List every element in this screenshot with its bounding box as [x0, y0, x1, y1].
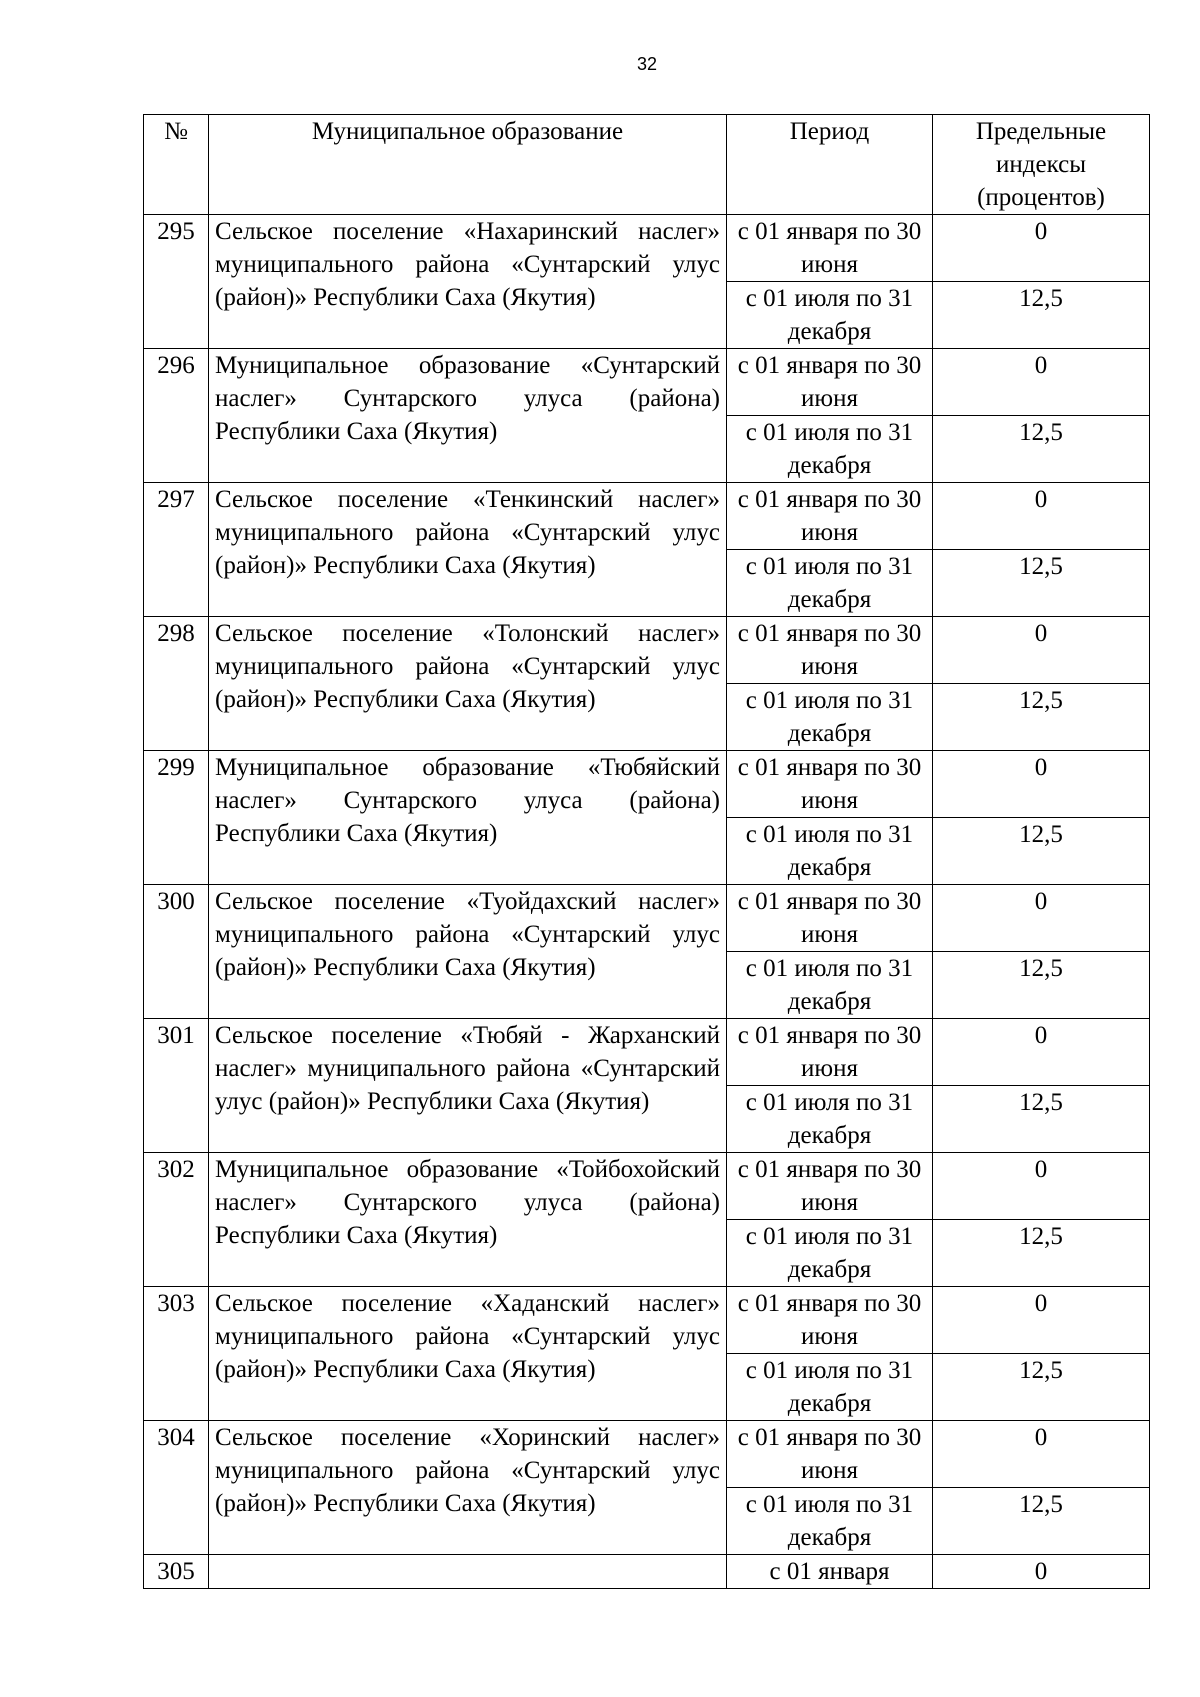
period-cell: с 01 июля по 31 декабря — [727, 416, 933, 483]
period-cell: с 01 июля по 31 декабря — [727, 1354, 933, 1421]
row-number: 303 — [144, 1287, 209, 1421]
index-cell: 0 — [933, 751, 1150, 818]
index-cell: 12,5 — [933, 1086, 1150, 1153]
header-index: Предельные индексы (процентов) — [933, 115, 1150, 215]
table-row — [144, 349, 1150, 416]
page-number: 32 — [636, 54, 658, 74]
header-number: № — [144, 115, 209, 215]
index-cell: 0 — [933, 1421, 1150, 1488]
municipality-name: Муниципальное образование «Тойбохойский наслег» Сунтарского улуса (района) Республики Саха (Якутия) — [209, 1153, 727, 1287]
period-cell: с 01 июля по 31 декабря — [727, 550, 933, 617]
period-cell: с 01 июля по 31 декабря — [727, 1488, 933, 1555]
table-header-row — [144, 115, 1150, 215]
period-cell: с 01 января по 30 июня — [727, 1421, 933, 1488]
index-cell: 0 — [933, 885, 1150, 952]
index-cell: 0 — [933, 215, 1150, 282]
table-row — [144, 751, 1150, 818]
row-number: 297 — [144, 483, 209, 617]
row-number: 295 — [144, 215, 209, 349]
index-cell: 12,5 — [933, 684, 1150, 751]
table-row — [144, 215, 1150, 282]
row-number: 305 — [144, 1555, 209, 1589]
period-cell: с 01 января по 30 июня — [727, 1153, 933, 1220]
municipality-name: Сельское поселение «Нахаринский наслег» муниципального района «Сунтарский улус (район)» Республики Саха (Якутия) — [209, 215, 727, 349]
period-cell: с 01 июля по 31 декабря — [727, 818, 933, 885]
table-row — [144, 483, 1150, 550]
index-cell: 0 — [933, 617, 1150, 684]
table-row — [144, 617, 1150, 684]
row-number: 300 — [144, 885, 209, 1019]
period-cell: с 01 января — [727, 1555, 933, 1589]
header-period: Период — [727, 115, 933, 215]
index-cell: 0 — [933, 349, 1150, 416]
municipality-name: Сельское поселение «Хоринский наслег» муниципального района «Сунтарский улус (район)» Республики Саха (Якутия) — [209, 1421, 727, 1555]
index-cell: 0 — [933, 1555, 1150, 1589]
tariff-index-table — [143, 114, 1150, 1589]
municipality-name: Сельское поселение «Туойдахский наслег» муниципального района «Сунтарский улус (район)» Республики Саха (Якутия) — [209, 885, 727, 1019]
municipality-name: Сельское поселение «Тенкинский наслег» муниципального района «Сунтарский улус (район)» Республики Саха (Якутия) — [209, 483, 727, 617]
period-cell: с 01 января по 30 июня — [727, 751, 933, 818]
period-cell: с 01 января по 30 июня — [727, 349, 933, 416]
municipality-name: Сельское поселение «Тюбяй - Жарханский наслег» муниципального района «Сунтарский улус (район)» Республики Саха (Якутия) — [209, 1019, 727, 1153]
period-cell: с 01 января по 30 июня — [727, 1287, 933, 1354]
index-cell: 12,5 — [933, 550, 1150, 617]
table-body — [144, 215, 1150, 1589]
row-number: 304 — [144, 1421, 209, 1555]
index-cell: 12,5 — [933, 416, 1150, 483]
table-row — [144, 1421, 1150, 1488]
period-cell: с 01 июля по 31 декабря — [727, 684, 933, 751]
period-cell: с 01 января по 30 июня — [727, 617, 933, 684]
index-cell: 12,5 — [933, 1354, 1150, 1421]
period-cell: с 01 января по 30 июня — [727, 215, 933, 282]
table-row — [144, 1555, 1150, 1589]
row-number: 302 — [144, 1153, 209, 1287]
row-number: 299 — [144, 751, 209, 885]
period-cell: с 01 июля по 31 декабря — [727, 282, 933, 349]
index-cell: 12,5 — [933, 1220, 1150, 1287]
index-cell: 0 — [933, 1019, 1150, 1086]
header-municipality: Муниципальное образование — [209, 115, 727, 215]
municipality-name — [209, 1555, 727, 1589]
index-cell: 0 — [933, 1153, 1150, 1220]
index-cell: 12,5 — [933, 952, 1150, 1019]
period-cell: с 01 января по 30 июня — [727, 885, 933, 952]
row-number: 298 — [144, 617, 209, 751]
index-cell: 0 — [933, 483, 1150, 550]
period-cell: с 01 января по 30 июня — [727, 483, 933, 550]
index-cell: 12,5 — [933, 818, 1150, 885]
row-number: 296 — [144, 349, 209, 483]
period-cell: с 01 июля по 31 декабря — [727, 952, 933, 1019]
period-cell: с 01 июля по 31 декабря — [727, 1086, 933, 1153]
municipality-name: Сельское поселение «Толонский наслег» муниципального района «Сунтарский улус (район)» Республики Саха (Якутия) — [209, 617, 727, 751]
table-row — [144, 885, 1150, 952]
index-cell: 12,5 — [933, 282, 1150, 349]
table-row — [144, 1019, 1150, 1086]
period-cell: с 01 января по 30 июня — [727, 1019, 933, 1086]
index-cell: 0 — [933, 1287, 1150, 1354]
period-cell: с 01 июля по 31 декабря — [727, 1220, 933, 1287]
municipality-name: Муниципальное образование «Тюбяйский наслег» Сунтарского улуса (района) Республики Саха (Якутия) — [209, 751, 727, 885]
index-cell: 12,5 — [933, 1488, 1150, 1555]
table-row — [144, 1287, 1150, 1354]
municipality-name: Сельское поселение «Хаданский наслег» муниципального района «Сунтарский улус (район)» Республики Саха (Якутия) — [209, 1287, 727, 1421]
table-row — [144, 1153, 1150, 1220]
row-number: 301 — [144, 1019, 209, 1153]
municipality-name: Муниципальное образование «Сунтарский наслег» Сунтарского улуса (района) Республики Саха (Якутия) — [209, 349, 727, 483]
